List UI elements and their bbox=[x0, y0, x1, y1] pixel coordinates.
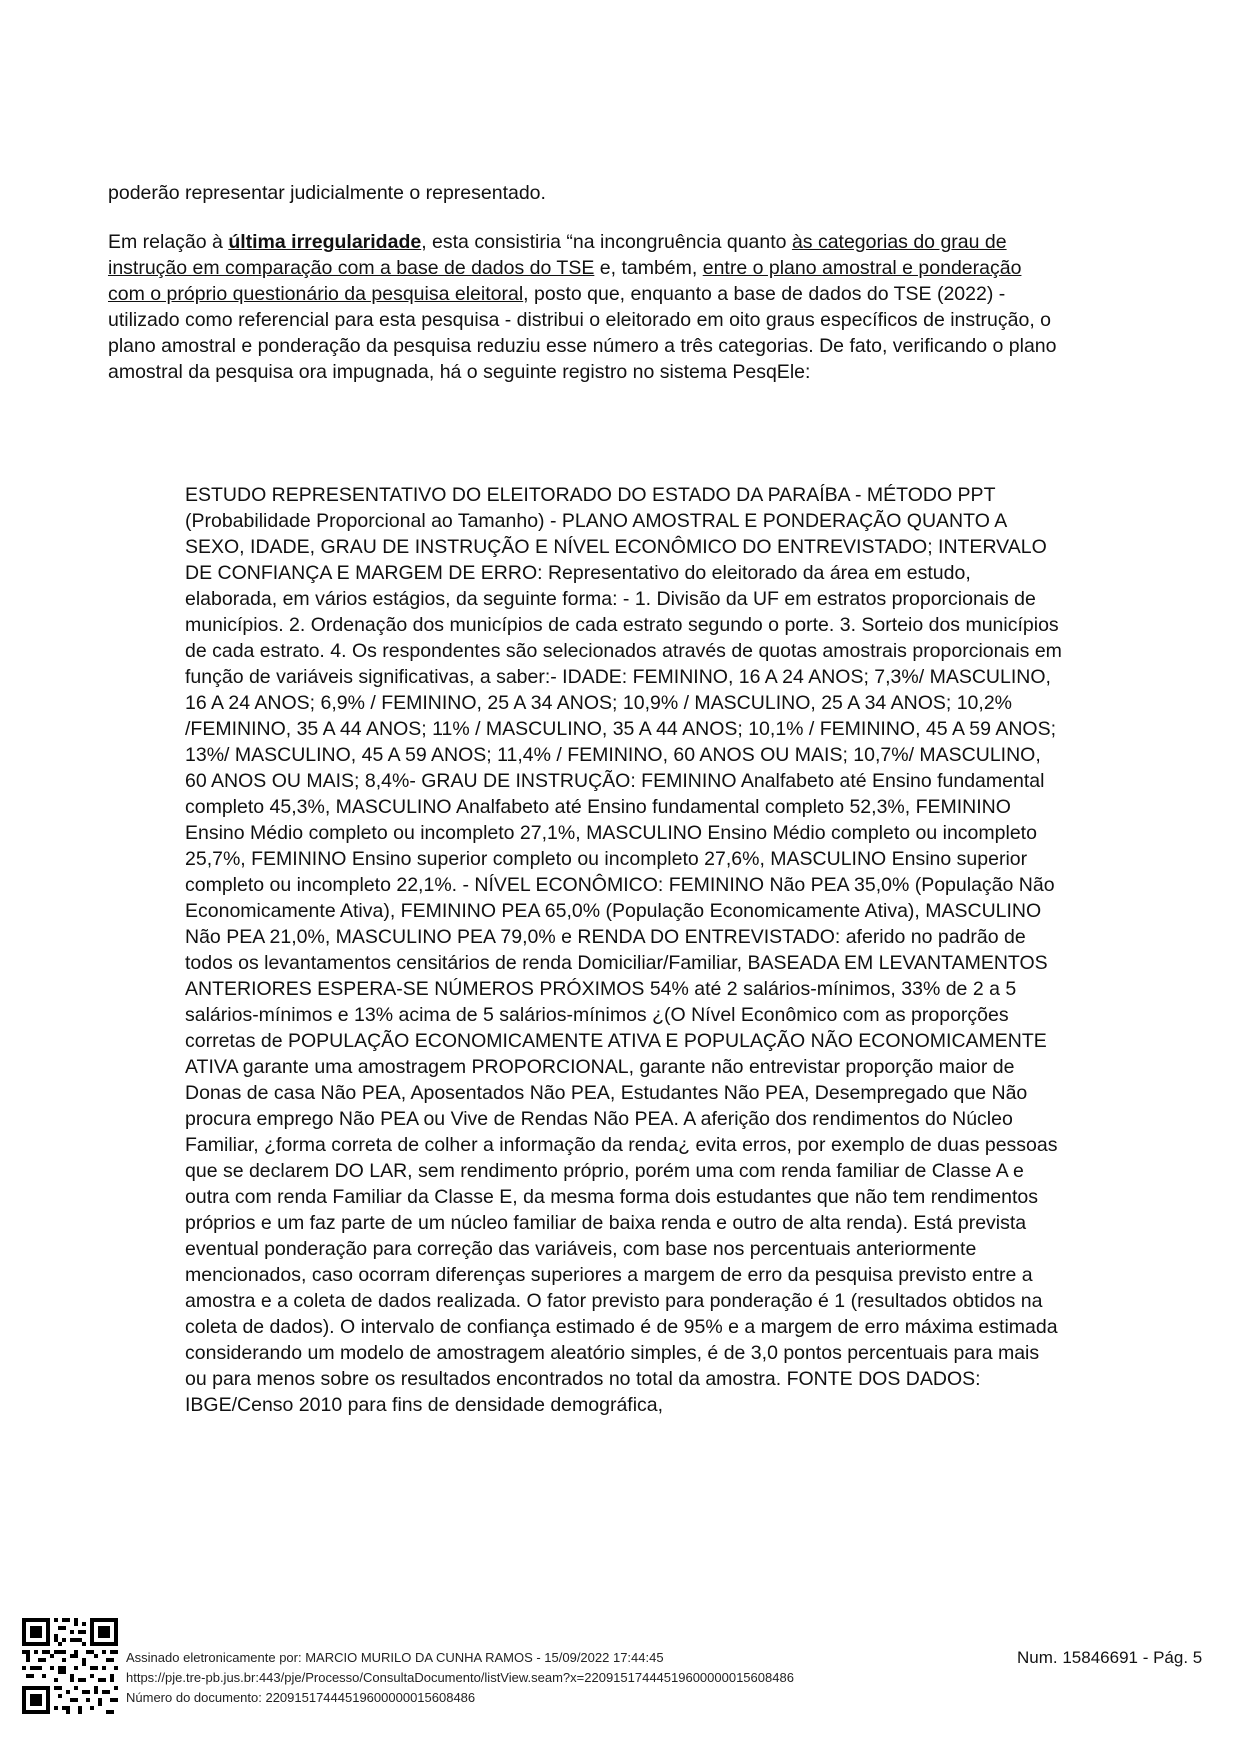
block-quote-pesqele: ESTUDO REPRESENTATIVO DO ELEITORADO DO ESTADO DA PARAÍBA - MÉTODO PPT (Probabilidade Proporcional ao Tamanho) - PLANO AMOSTRAL E PONDERAÇÃO QUANTO A SEXO, IDADE, GRAU DE INSTRUÇÃO E NÍVEL ECONÔMICO DO ENTREVISTADO; INTERVALO DE CONFIANÇA E MARGEM DE ERRO: Representativo do eleitorado da área em estudo, elaborada, em vários estágios, da seguinte forma: - 1. Divisão da UF em estratos proporcionais de municípios. 2. Ordenação dos municípios de cada estrato segundo o porte. 3. Sorteio dos municípios de cada estrato. 4. Os respondentes são selecionados através de quotas amostrais proporcionais em função de variáveis significativas, a saber:- IDADE: FEMININO, 16 A 24 ANOS; 7,3%/ MASCULINO, 16 A 24 ANOS; 6,9% / FEMININO, 25 A 34 ANOS; 10,9% / MASCULINO, 25 A 34 ANOS; 10,2% /FEMININO, 35 A 44 ANOS; 11% / MASCULINO, 35 A 44 ANOS; 10,1% / FEMININO, 45 A 59 ANOS; 13%/ MASCULINO, 45 A 59 ANOS; 11,4% / FEMININO, 60 ANOS OU MAIS; 10,7%/ MASCULINO, 60 ANOS OU MAIS; 8,4%- GRAU DE INSTRUÇÃO: FEMININO Analfabeto até Ensino fundamental completo 45,3%, MASCULINO Analfabeto até Ensino fundamental completo 52,3%, FEMININO Ensino Médio completo ou incompleto 27,1%, MASCULINO Ensino Médio completo ou incompleto 25,7%, FEMININO Ensino superior completo ou incompleto 27,6%, MASCULINO Ensino superior completo ou incompleto 22,1%. - NÍVEL ECONÔMICO: FEMININO Não PEA 35,0% (População Não Economicamente Ativa), FEMININO PEA 65,0% (População Economicamente Ativa), MASCULINO Não PEA 21,0%, MASCULINO PEA 79,0% e RENDA DO ENTREVISTADO: aferido no padrão de todos os levantamentos censitários de renda Domiciliar/Familiar, BASEADA EM LEVANTAMENTOS ANTERIORES ESPERA-SE NÚMEROS PRÓXIMOS 54% até 2 salários-mínimos, 33% de 2 a 5 salários-mínimos e 13% acima de 5 salários-mínimos ¿(O Nível Econômico com as proporções corretas de POPULAÇÃO ECONOMICAMENTE ATIVA E POPULAÇÃO NÃO ECONOMICAMENTE ATIVA garante uma amostragem PROPORCIONAL, garante não entrevistar proporção maior de Donas de casa Não PEA, Aposentados Não PEA, Estudantes Não PEA, Desempregado que Não procura emprego Não PEA ou Vive de Rendas Não PEA. A aferição dos rendimentos do Núcleo Familiar, ¿forma correta de colher a informação da renda¿ evita erros, por exemplo de duas pessoas que se declarem DO LAR, sem rendimento próprio, porém uma com renda familiar de Classe A e outra com renda Familiar da Classe E, da mesma forma dois estudantes que não tem rendimentos próprios e um faz parte de um núcleo familiar de baixa renda e outro de alta renda). Está prevista eventual ponderação para correção das variáveis, com base nos percentuais anteriormente mencionados, caso ocorram diferenças superiores a margem de erro da pesquisa previsto entre a amostra e a coleta de dados realizada. O fator previsto para ponderação é 1 (resultados obtidos na coleta de dados). O intervalo de confiança estimado é de 95% e a margem de erro máxima estimada considerando um modelo de amostragem aleatório simples, é de 3,0 pontos percentuais para mais ou para menos sobre os resultados encontrados no total da amostra. FONTE DOS DADOS: IBGE/Censo 2010 para fins de densidade demográfica, bbox=[185, 484, 1062, 1416]
paragraph-text: e, também, bbox=[594, 257, 703, 279]
qr-code-icon bbox=[22, 1618, 118, 1714]
underlined-phrase: entre o plano amostral e ponderação com o próprio questionário da pesquisa eleitoral bbox=[108, 257, 1022, 305]
emphasis-ultima-irregularidade: última irregularidade bbox=[228, 231, 422, 253]
signature-footer bbox=[0, 1618, 1240, 1748]
paragraph-text: , esta consistiria “na incongruência quanto bbox=[421, 231, 792, 253]
paragraph-irregularity bbox=[108, 229, 1063, 385]
paragraph-text: , posto que, enquanto a base de dados do TSE (2022) - utilizado como referencial para esta pesquisa - distribui o eleitorado em oito graus específicos de instrução, o plano amostral e ponderação da pesquisa reduziu esse número a três categorias. De fato, verificando o plano amostral da pesquisa ora impugnada, há o seguinte registro no sistema PesqEle: bbox=[108, 283, 1057, 383]
signature-text: Assinado eletronicamente por: MARCIO MURILO DA CUNHA RAMOS - 15/09/2022 17:44:45 bbox=[126, 1650, 664, 1665]
document-url[interactable]: https://pje.tre-pb.jus.br:443/pje/Processo/ConsultaDocumento/listView.seam?x=22091517444519600000015608486 bbox=[126, 1670, 794, 1685]
underlined-phrase: às categorias do grau de instrução em comparação com a base de dados do TSE bbox=[108, 231, 1007, 279]
document-number: Número do documento: 22091517444519600000015608486 bbox=[126, 1690, 476, 1705]
page-number: Num. 15846691 - Pág. 5 bbox=[1017, 1648, 1203, 1667]
paragraph-text: Em relação à bbox=[108, 231, 229, 253]
paragraph-continuation: poderão representar judicialmente o representado. bbox=[108, 182, 546, 204]
